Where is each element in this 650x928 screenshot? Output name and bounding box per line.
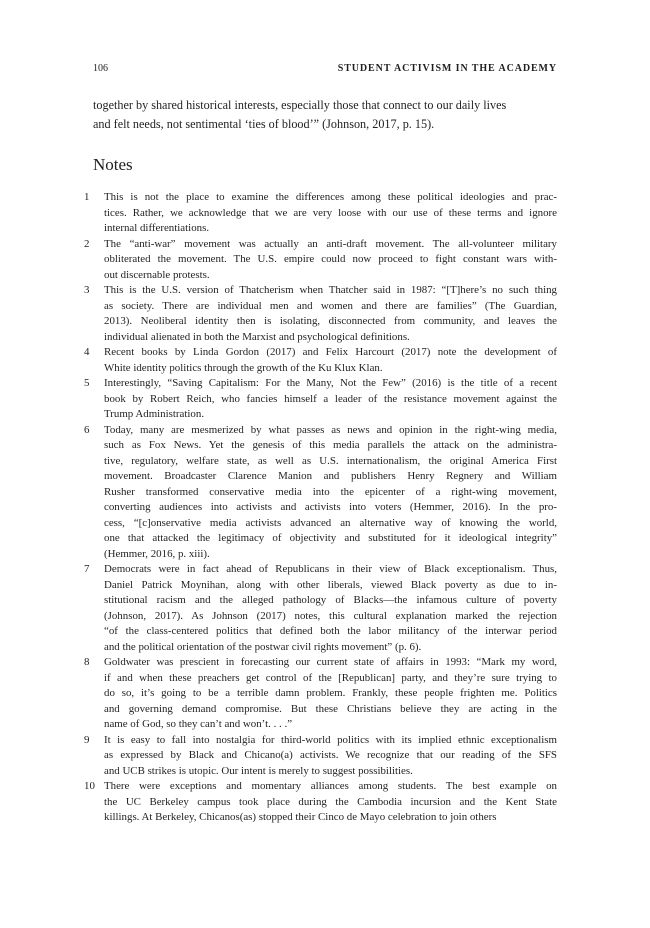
notes-heading: Notes: [93, 155, 133, 174]
note-line: book by Robert Reich, who fancies himself a leader of the resistance movement against the: [104, 392, 557, 405]
note-line: stitutional racism and the alleged pathology of Blacks—the infamous culture of poverty: [104, 594, 557, 606]
note-number: 1: [84, 191, 90, 203]
note-line: and UCB strikes is utopic. Our intent is merely to suggest possibilities.: [104, 764, 413, 777]
note-line: Interestingly, “Saving Capitalism: For the Many, Not the Few” (2016) is the title of a recent: [104, 377, 557, 389]
note-line: (Hemmer, 2016, p. xiii).: [104, 547, 210, 560]
note-line: This is not the place to examine the differences among these political ideologies and prac-: [104, 191, 557, 203]
note-line: Today, many are mesmerized by what passes as news and opinion in the right-wing media,: [104, 423, 557, 436]
note-line: 2013). Neoliberal identity then is isolating, disconnected from community, and leaves the: [104, 315, 557, 327]
note-item: [84, 345, 557, 376]
note-line: converting audiences into activists and activists into voters (Hemmer, 2016). In the pro-: [104, 501, 557, 513]
note-line: individual alienated in both the Marxist and psychological definitions.: [104, 330, 410, 343]
note-item: [84, 237, 557, 284]
note-line: as expressed by Black and Chicano(a) activists. We recognize that our reading of the SFS: [104, 749, 557, 761]
note-number: 2: [84, 237, 90, 250]
note-line: Recent books by Linda Gordon (2017) and Felix Harcourt (2017) note the development of: [104, 346, 557, 358]
note-line: obliterated the movement. The U.S. empire could now proceed to fight constant wars with-: [104, 253, 557, 265]
note-line: name of God, so they can’t and won’t. . . .”: [104, 718, 293, 730]
note-line: Goldwater was prescient in forecasting our current state of affairs in 1993: “Mark my word,: [104, 656, 557, 668]
notes-list: [84, 190, 557, 826]
note-item: [84, 779, 557, 826]
note-line: Trump Administration.: [104, 408, 205, 420]
page-number: 106: [93, 63, 108, 74]
note-line: “of the class-centered politics that defined both the labor militancy of the interwar period: [104, 625, 557, 637]
note-line: such as Fox News. Yet the genesis of this media parallels the attack on the administra-: [104, 439, 557, 451]
intro-line: and felt needs, not sentimental ‘ties of blood’” (Johnson, 2017, p. 15).: [93, 117, 435, 131]
intro-line: together by shared historical interests, especially those that connect to our daily lives: [93, 98, 507, 112]
note-line: and the political orientation of the postwar civil rights movement” (p. 6).: [104, 640, 422, 653]
running-title: STUDENT ACTIVISM IN THE ACADEMY: [337, 63, 557, 74]
note-line: do so, it’s going to be a terrible damn problem. Frankly, these people frighten me. Politics: [104, 687, 557, 699]
note-number: 3: [84, 284, 90, 296]
note-line: movement. Broadcaster Clarence Manion and publishers Henry Regnery and William: [104, 470, 557, 482]
note-line: Daniel Patrick Moynihan, along with other liberals, viewed Black poverty as due to in-: [104, 578, 557, 591]
note-line: White identity politics through the growth of the Ku Klux Klan.: [104, 361, 383, 374]
note-line: cess, “[c]onservative media activists advanced an alternative way of knowing the world,: [104, 516, 557, 529]
intro-paragraph: [93, 96, 557, 134]
note-line: tive, regulatory, welfare state, as well as U.S. internationalism, the original America First: [104, 454, 557, 467]
note-line: if and when these preachers get control of the [Republican] party, and they’re sure trying to: [104, 671, 557, 684]
note-number: 4: [84, 346, 90, 358]
note-line: Democrats were in fact ahead of Republicans in their view of Black exceptionalism. Thus,: [104, 563, 557, 575]
note-item: [84, 376, 557, 423]
note-line: (Johnson, 2017). As Johnson (2017) notes, this cultural explanation marked the rejection: [104, 609, 557, 622]
note-line: tices. Rather, we acknowledge that we are very loose with our use of these terms and ignore: [104, 206, 557, 219]
note-line: killings. At Berkeley, Chicanos(as) stopped their Cinco de Mayo celebration to join others: [104, 811, 497, 823]
note-number: 5: [84, 377, 90, 389]
note-number: 6: [84, 423, 90, 436]
note-number: 9: [84, 733, 90, 746]
note-line: internal differentiations.: [104, 222, 210, 234]
note-line: the UC Berkeley campus took place during the Cambodia incursion and the Kent State: [104, 795, 557, 808]
note-item: [84, 423, 557, 563]
note-item: [84, 190, 557, 237]
note-item: [84, 283, 557, 345]
note-number: 10: [84, 780, 95, 792]
note-line: The “anti-war” movement was actually an anti-draft movement. The all-volunteer military: [104, 237, 557, 250]
note-item: [84, 655, 557, 733]
note-line: Rusher transformed conservative media into the epicenter of a right-wing movement,: [104, 485, 557, 498]
note-item: [84, 733, 557, 780]
note-line: out discernable protests.: [104, 268, 210, 281]
note-number: 8: [84, 656, 90, 668]
running-header: [93, 63, 557, 79]
note-line: one that attacked the legitimacy of objectivity and substituted for it ideological integrity”: [104, 532, 557, 544]
note-line: and governing demand compromise. But these Christians believe they are acting in the: [104, 702, 557, 715]
note-line: This is the U.S. version of Thatcherism when Thatcher said in 1987: “[T]here’s no such thing: [104, 284, 557, 296]
note-item: [84, 562, 557, 655]
note-line: as society. There are individual men and women and there are families” (The Guardian,: [104, 299, 557, 312]
note-line: It is easy to fall into nostalgia for third-world politics with its implied ethnic exceptionalism: [104, 733, 557, 746]
note-number: 7: [84, 563, 90, 575]
note-line: There were exceptions and momentary alliances among students. The best example on: [104, 780, 557, 792]
